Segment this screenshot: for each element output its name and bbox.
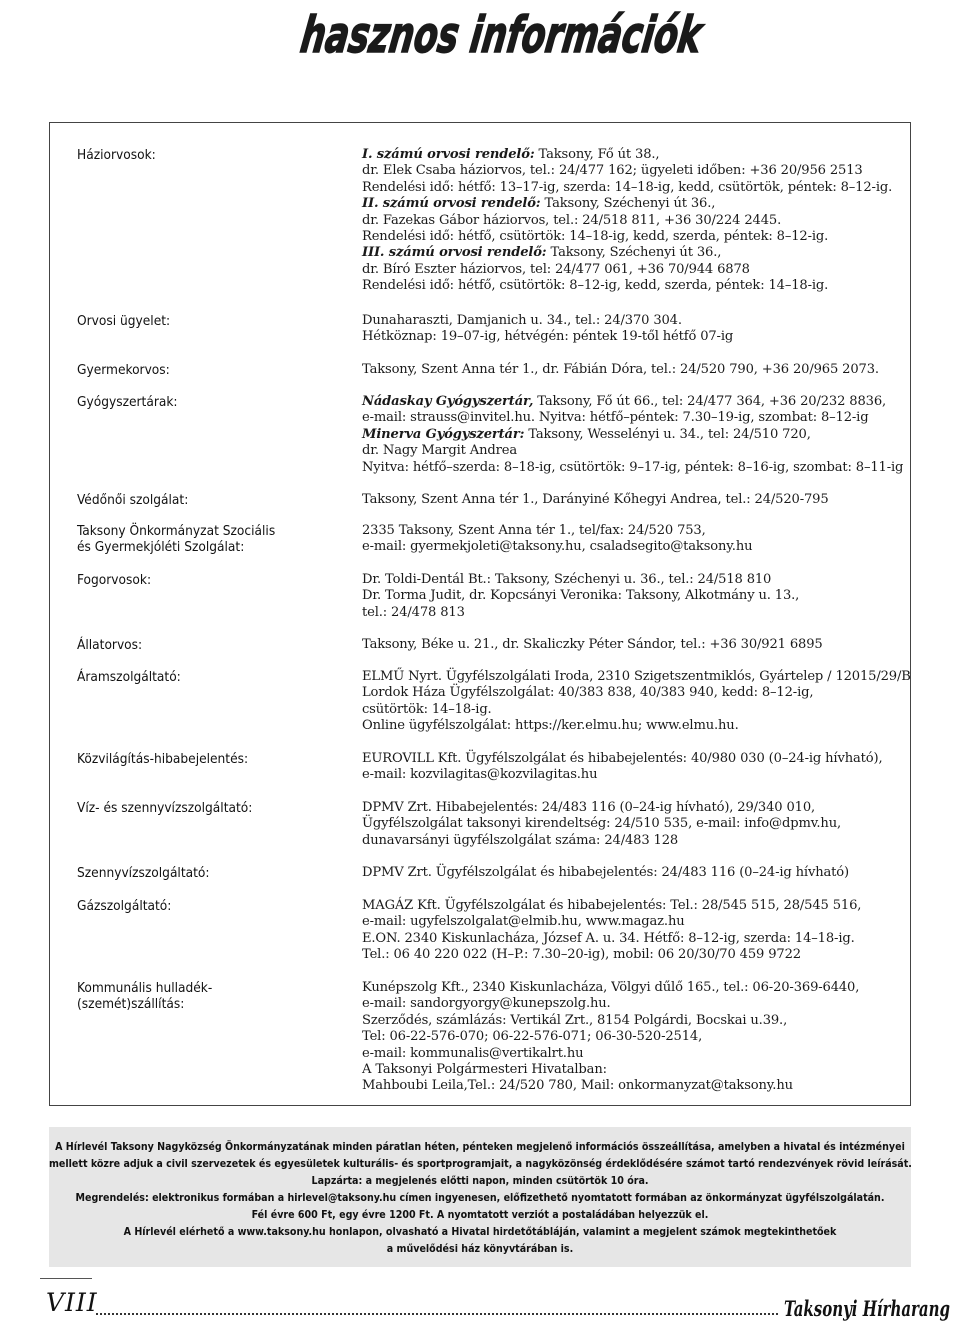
entry-details xyxy=(362,980,942,1095)
detail-line xyxy=(362,394,942,410)
entry-label-line: Közvilágítás-hibabejelentés: xyxy=(77,751,249,767)
detail-line xyxy=(362,702,942,718)
notice-line: A Hírlevél Taksony Nagyközség Önkormányzatának minden páratlan héten, pénteken megjelenő információs összeállítása, amelyben a hivatal és intézményei xyxy=(55,1141,905,1153)
detail-line xyxy=(362,685,942,701)
entry-label-line: Víz- és szennyvízszolgáltató: xyxy=(77,800,253,816)
detail-text: Rendelési idő: hétfő, csütörtök: 8–12-ig, kedd, szerda, péntek: 14–18-ig. xyxy=(362,278,829,294)
highlighted-name: Nádaskay Gyógyszertár, xyxy=(362,394,534,409)
entry-label xyxy=(77,362,357,378)
detail-text: Mahboubi Leila,Tel.: 24/520 780, Mail: onkormanyzat@taksony.hu xyxy=(362,1078,793,1094)
entry-details xyxy=(362,394,942,476)
entry-details xyxy=(362,362,942,378)
detail-line xyxy=(362,245,942,261)
detail-line xyxy=(362,767,942,783)
detail-text: MAGÁZ Kft. Ügyfélszolgálat és hibabejelentés: Tel.: 28/545 515, 28/545 516, xyxy=(362,898,862,913)
entry-label-line: Háziorvosok: xyxy=(77,147,156,163)
entry-label xyxy=(77,394,357,410)
detail-text: e-mail: strauss@invitel.hu. Nyitva: hétfő–péntek: 7.30–19-ig, szombat: 8–12-ig xyxy=(362,410,869,426)
detail-text: e-mail: kommunalis@vertikalrt.hu xyxy=(362,1045,584,1061)
detail-line xyxy=(362,262,942,278)
detail-line xyxy=(362,1062,942,1078)
detail-line xyxy=(362,751,942,767)
entry-label xyxy=(77,980,357,1013)
notice-line: Megrendelés: elektronikus formában a hirlevel@taksony.hu címen ingyenesen, előfizethető nyomtatott formában az önkormányzat ügyfélszolgálatán. xyxy=(75,1192,885,1204)
detail-line xyxy=(362,637,942,653)
detail-line xyxy=(362,1078,942,1094)
detail-text: Taksony, Fő út 66., tel: 24/477 364, +36 20/232 8836, xyxy=(533,394,887,409)
detail-text: ELMŰ Nyrt. Ügyfélszolgálati Iroda, 2310 Szigetszentmiklós, Gyártelep / 12015/29/B xyxy=(362,669,911,684)
entry-details xyxy=(362,898,942,964)
detail-text: e-mail: kozvilagitas@kozvilagitas.hu xyxy=(362,767,598,783)
entry-details xyxy=(362,492,942,508)
detail-line xyxy=(362,278,942,294)
detail-line xyxy=(362,1029,942,1045)
detail-line xyxy=(362,572,942,588)
detail-line xyxy=(362,443,942,459)
entry-label-line: Taksony Önkormányzat Szociális xyxy=(77,523,276,539)
detail-line xyxy=(362,229,942,245)
footer-dotted-line xyxy=(96,1313,778,1315)
detail-text: Taksony, Béke u. 21., dr. Skaliczky Péter Sándor, tel.: +36 30/921 6895 xyxy=(362,637,823,652)
detail-text: Dunaharaszti, Damjanich u. 34., tel.: 24/370 304. xyxy=(362,313,682,328)
detail-text: Rendelési idő: hétfő: 13–17-ig, szerda: 14–18-ig, kedd, csütörtök, péntek: 8–12-ig. xyxy=(362,179,893,195)
entry-label-line: Orvosi ügyelet: xyxy=(77,313,171,329)
detail-line xyxy=(362,523,942,539)
entry-label-line: Gázszolgáltató: xyxy=(77,898,172,914)
detail-text: tel.: 24/478 813 xyxy=(362,604,465,620)
entry-label xyxy=(77,313,357,329)
highlighted-name: II. számú orvosi rendelő: xyxy=(362,196,541,212)
detail-text: Taksony, Fő út 38., xyxy=(534,147,660,162)
entry-label-line: Szennyvízszolgáltató: xyxy=(77,865,210,881)
entry-label xyxy=(77,492,357,508)
detail-text: Kunépszolg Kft., 2340 Kiskunlacháza, Völgyi dűlő 165., tel.: 06-20-369-6440, xyxy=(362,980,860,995)
detail-line xyxy=(362,196,942,212)
detail-text: Dr. Toldi-Dentál Bt.: Taksony, Széchenyi u. 36., tel.: 24/518 810 xyxy=(362,572,772,587)
detail-text: e-mail: sandorgyorgy@kunepszolg.hu. xyxy=(362,996,611,1012)
detail-line xyxy=(362,213,942,229)
detail-line xyxy=(362,1013,942,1029)
entry-label xyxy=(77,637,357,653)
notice-line: A Hírlevél elérhető a www.taksony.hu honlapon, olvasható a Hivatal hirdetőtábláján, valamint a megjelent számok megtekinthetőek xyxy=(123,1226,837,1238)
detail-line xyxy=(362,669,942,685)
detail-text: Hétköznap: 19–07-ig, hétvégén: péntek 19-től hétfő 07-ig xyxy=(362,329,734,345)
detail-line xyxy=(362,427,942,443)
detail-line xyxy=(362,329,942,345)
entry-details xyxy=(362,147,942,295)
entry-details xyxy=(362,865,942,881)
detail-line xyxy=(362,460,942,476)
detail-text: 2335 Taksony, Szent Anna tér 1., tel/fax: 24/520 753, xyxy=(362,523,706,538)
detail-line xyxy=(362,362,942,378)
entry-details xyxy=(362,637,942,653)
detail-line xyxy=(362,996,942,1012)
entry-label-line: Védőnői szolgálat: xyxy=(77,492,189,508)
detail-text: Taksony, Wesselényi u. 34., tel: 24/510 720, xyxy=(524,426,811,442)
detail-text: A Taksonyi Polgármesteri Hivatalban: xyxy=(362,1062,607,1078)
entry-label-line: Gyógyszertárak: xyxy=(77,394,178,410)
detail-text: DPMV Zrt. Hibabejelentés: 24/483 116 (0–24-ig hívható), 29/340 010, xyxy=(362,800,816,815)
highlighted-name: III. számú orvosi rendelő: xyxy=(362,245,547,261)
detail-line xyxy=(362,588,942,604)
detail-line xyxy=(362,833,942,849)
notice-line: Fél évre 600 Ft, egy évre 1200 Ft. A nyomtatott verziót a postaládában helyezzük el. xyxy=(251,1209,709,1221)
detail-text: dr. Nagy Margit Andrea xyxy=(362,443,517,459)
detail-text: dr. Fazekas Gábor háziorvos, tel.: 24/518 811, +36 30/224 2445. xyxy=(362,212,782,228)
detail-text: Taksony, Széchenyi út 36., xyxy=(546,245,722,261)
entry-label xyxy=(77,669,357,685)
entry-details xyxy=(362,751,942,784)
section-title-text: hasznos információk xyxy=(297,5,885,64)
detail-line xyxy=(362,800,942,816)
detail-line xyxy=(362,163,942,179)
detail-line xyxy=(362,313,942,329)
page-number-rule xyxy=(40,1278,92,1279)
entry-label-line: Gyermekorvos: xyxy=(77,362,170,378)
detail-line xyxy=(362,492,942,508)
detail-text: EUROVILL Kft. Ügyfélszolgálat és hibabejelentés: 40/980 030 (0–24-ig hívható), xyxy=(362,751,883,766)
page-number: VIII xyxy=(46,1288,98,1317)
publication-notice-text xyxy=(49,1139,911,1258)
entry-label xyxy=(77,865,357,881)
detail-text: Dr. Torma Judit, dr. Kopcsányi Veronika: Taksony, Alkotmány u. 13., xyxy=(362,588,800,604)
entry-label xyxy=(77,898,357,914)
detail-text: Taksony, Szent Anna tér 1., Darányiné Kőhegyi Andrea, tel.: 24/520-795 xyxy=(362,492,829,507)
detail-line xyxy=(362,816,942,832)
notice-line: Lapzárta: a megjelenés előtti napon, minden csütörtök 10 óra. xyxy=(311,1175,649,1187)
detail-line xyxy=(362,914,942,930)
highlighted-name: Minerva Gyógyszertár: xyxy=(362,426,525,442)
detail-text: Nyitva: hétfő–szerda: 8–18-ig, csütörtök: 9–17-ig, péntek: 8–16-ig, szombat: 8–11-ig xyxy=(362,459,904,475)
section-title xyxy=(296,2,885,66)
entry-label-line: Állatorvos: xyxy=(77,637,143,653)
detail-text: e-mail: gyermekjoleti@taksony.hu, csaladsegito@taksony.hu xyxy=(362,539,753,555)
detail-text: Taksony, Szent Anna tér 1., dr. Fábián Dóra, tel.: 24/520 790, +36 20/965 2073. xyxy=(362,362,879,377)
detail-line xyxy=(362,1046,942,1062)
detail-text: Lordok Háza Ügyfélszolgálat: 40/383 838, 40/383 940, kedd: 8–12-ig, xyxy=(362,685,814,701)
publication-logo xyxy=(782,1294,952,1322)
entry-details xyxy=(362,800,942,849)
detail-text: Rendelési idő: hétfő, csütörtök: 14–18-ig, kedd, szerda, péntek: 8–12-ig. xyxy=(362,229,829,245)
detail-line xyxy=(362,180,942,196)
entry-details xyxy=(362,572,942,621)
detail-text: Ügyfélszolgálat taksonyi kirendeltség: 24/510 535, e-mail: info@dpmv.hu, xyxy=(362,816,841,832)
detail-text: e-mail: ugyfelszolgalat@elmib.hu, www.magaz.hu xyxy=(362,914,685,930)
detail-text: DPMV Zrt. Ügyfélszolgálat és hibabejelentés: 24/483 116 (0–24-ig hívható) xyxy=(362,865,849,880)
entry-label-line: és Gyermekjóléti Szolgálat: xyxy=(77,539,245,556)
detail-text: dr. Elek Csaba háziorvos, tel.: 24/477 162; ügyeleti időben: +36 20/956 2513 xyxy=(362,163,863,179)
entry-label xyxy=(77,800,357,816)
detail-text: Tel.: 06 40 220 022 (H–P.: 7.30–20-ig), mobil: 06 20/30/70 459 9722 xyxy=(362,947,801,963)
entry-details xyxy=(362,669,942,735)
detail-line xyxy=(362,718,942,734)
detail-text: dunavarsányi ügyfélszolgálat száma: 24/483 128 xyxy=(362,832,679,848)
detail-text: csütörtök: 14–18-ig. xyxy=(362,701,492,717)
entry-details xyxy=(362,523,942,556)
detail-line xyxy=(362,898,942,914)
publication-name: Taksonyi Hírharang xyxy=(784,1296,950,1321)
detail-line xyxy=(362,605,942,621)
detail-line xyxy=(362,980,942,996)
detail-line xyxy=(362,539,942,555)
entry-label xyxy=(77,572,357,588)
detail-text: dr. Bíró Eszter háziorvos, tel: 24/477 061, +36 70/944 6878 xyxy=(362,261,750,277)
entry-label xyxy=(77,751,357,767)
detail-line xyxy=(362,931,942,947)
detail-text: Taksony, Széchenyi út 36., xyxy=(540,196,716,212)
detail-text: Online ügyfélszolgálat: https://ker.elmu.hu; www.elmu.hu. xyxy=(362,718,739,734)
entry-label-line: Áramszolgáltató: xyxy=(77,669,181,685)
entry-label-line: (szemét)szállítás: xyxy=(77,996,185,1013)
detail-line xyxy=(362,147,942,163)
entry-label xyxy=(77,147,357,163)
entry-details xyxy=(362,313,942,346)
detail-text: Tel: 06-22-576-070; 06-22-576-071; 06-30-520-2514, xyxy=(362,1029,703,1045)
detail-text: Szerződés, számlázás: Vertikál Zrt., 8154 Polgárdi, Bocskai u.39., xyxy=(362,1012,788,1028)
detail-line xyxy=(362,947,942,963)
notice-line: mellett közre adjuk a civil szervezetek és egyesületek kulturális- és sportprogramjait, a nagyközönség érdeklődésére számot tartó rendezvények rövid leírását. xyxy=(49,1158,912,1170)
detail-text: E.ON. 2340 Kiskunlacháza, József A. u. 34. Hétfő: 8–12-ig, szerda: 14–18-ig. xyxy=(362,930,855,946)
publication-notice xyxy=(49,1127,911,1267)
detail-line xyxy=(362,410,942,426)
highlighted-name: I. számú orvosi rendelő: xyxy=(362,147,535,162)
entry-label-line: Kommunális hulladék- xyxy=(77,980,213,996)
notice-line: a művelődési ház könyvtárában is. xyxy=(386,1243,574,1255)
entry-label-line: Fogorvosok: xyxy=(77,572,152,588)
detail-line xyxy=(362,865,942,881)
entry-label xyxy=(77,523,357,556)
